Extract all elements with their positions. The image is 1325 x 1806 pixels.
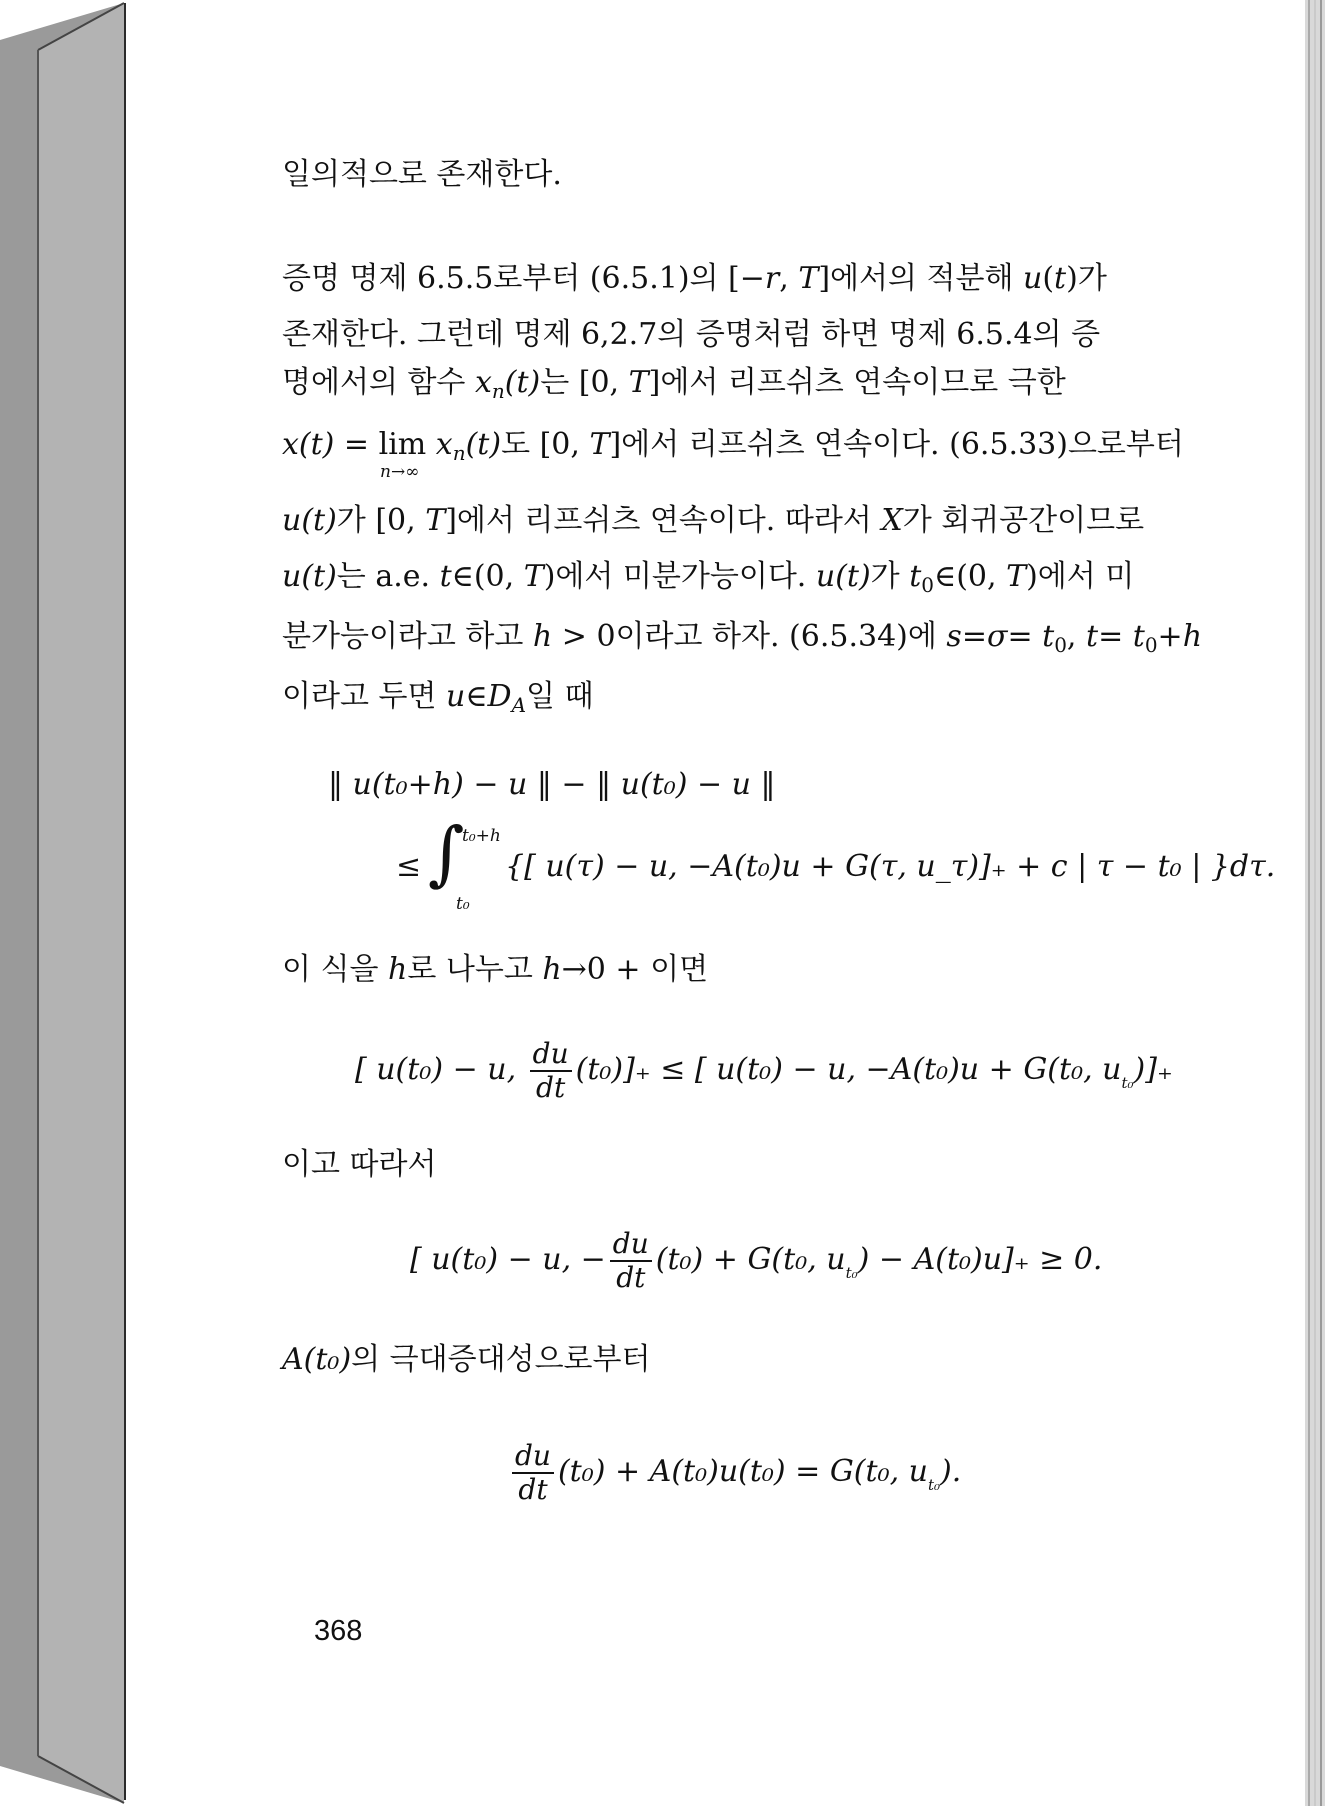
proof-line-8: 이라고 두면 $u\in D_A$일 때: [282, 679, 594, 717]
proof-line-2: 존재한다. 그런데 명제 6,2.7의 증명처럼 하면 명제 6.5.4의 증: [282, 317, 1101, 352]
text-line-thus: 이고 따라서: [282, 1147, 437, 1182]
proof-line-7: 분가능이라고 하고 h > 0이라고 하자. (6.5.34)에 $s=\sigma= t_0$, $t= t_0+h$: [282, 619, 1203, 657]
text-line-intro: 일의적으로 존재한다.: [282, 157, 562, 192]
equation-inequality-2: [ u(t₀) − u, − $\frac{du}{dt}$ (t₀) + G(t₀, $u_{t_0}) - A(t_0)u]_+ \ge 0$.: [410, 1227, 1103, 1294]
text-line-maximal: A(t₀)의 극대증대성으로부터: [282, 1342, 651, 1377]
leq-sign: ≤: [396, 849, 422, 884]
equation-final: $\frac{du}{dt}$ (t₀) + A(t₀)u(t₀) = G(t₀, $u_{t_0}$).: [508, 1442, 961, 1504]
page-number: 368: [314, 1615, 363, 1647]
text-line-divide: 이 식을 h로 나누고 h→0 + 이면: [282, 952, 709, 987]
proof-line-6: u(t)는 a.e. t∈(0, T)에서 미분가능이다. u(t)가 $t_0\in(0$, T)에서 미: [282, 559, 1135, 597]
book-spine: [0, 0, 130, 1806]
proof-line-3: 명에서의 함수 $x_n(t)$는 [0, T]에서 리프쉬츠 연속이므로 극한: [282, 365, 1066, 403]
integral-upper-limit: t₀+h: [462, 826, 501, 846]
page-edge: [1305, 0, 1325, 1806]
equation-norm-difference: ‖ u(t₀+h) − u ‖ − ‖ u(t₀) − u ‖: [328, 767, 776, 802]
equation-inequality-1: [ u(t₀) − u, $\frac{du}{dt}$ (t₀)]₊ ≤ [ u(t₀) − u, −A(t₀)u + G(t₀, $u_{t_0})]_+$: [355, 1037, 1173, 1104]
limit-subscript: n→∞: [380, 462, 420, 482]
integrand: {[ u(τ) − u, −A(t₀)u + G(τ, u_τ)]₊ + c | τ − t₀ | }dτ.: [505, 849, 1276, 884]
proof-line-4: $x(t) = \lim x_n(t)$도 [0, T]에서 리프쉬츠 연속이다. (6.5.33)으로부터: [282, 427, 1184, 465]
integral-lower-limit: t₀: [456, 894, 470, 914]
integral-sign: ∫: [428, 812, 465, 894]
proof-line-5: u(t)가 [0, T]에서 리프쉬츠 연속이다. 따라서 X가 회귀공간이므로: [282, 503, 1145, 538]
proof-line-1: 증명 명제 6.5.5로부터 (6.5.1)의 [−r, T]에서의 적분해 u(t)가: [282, 261, 1107, 296]
